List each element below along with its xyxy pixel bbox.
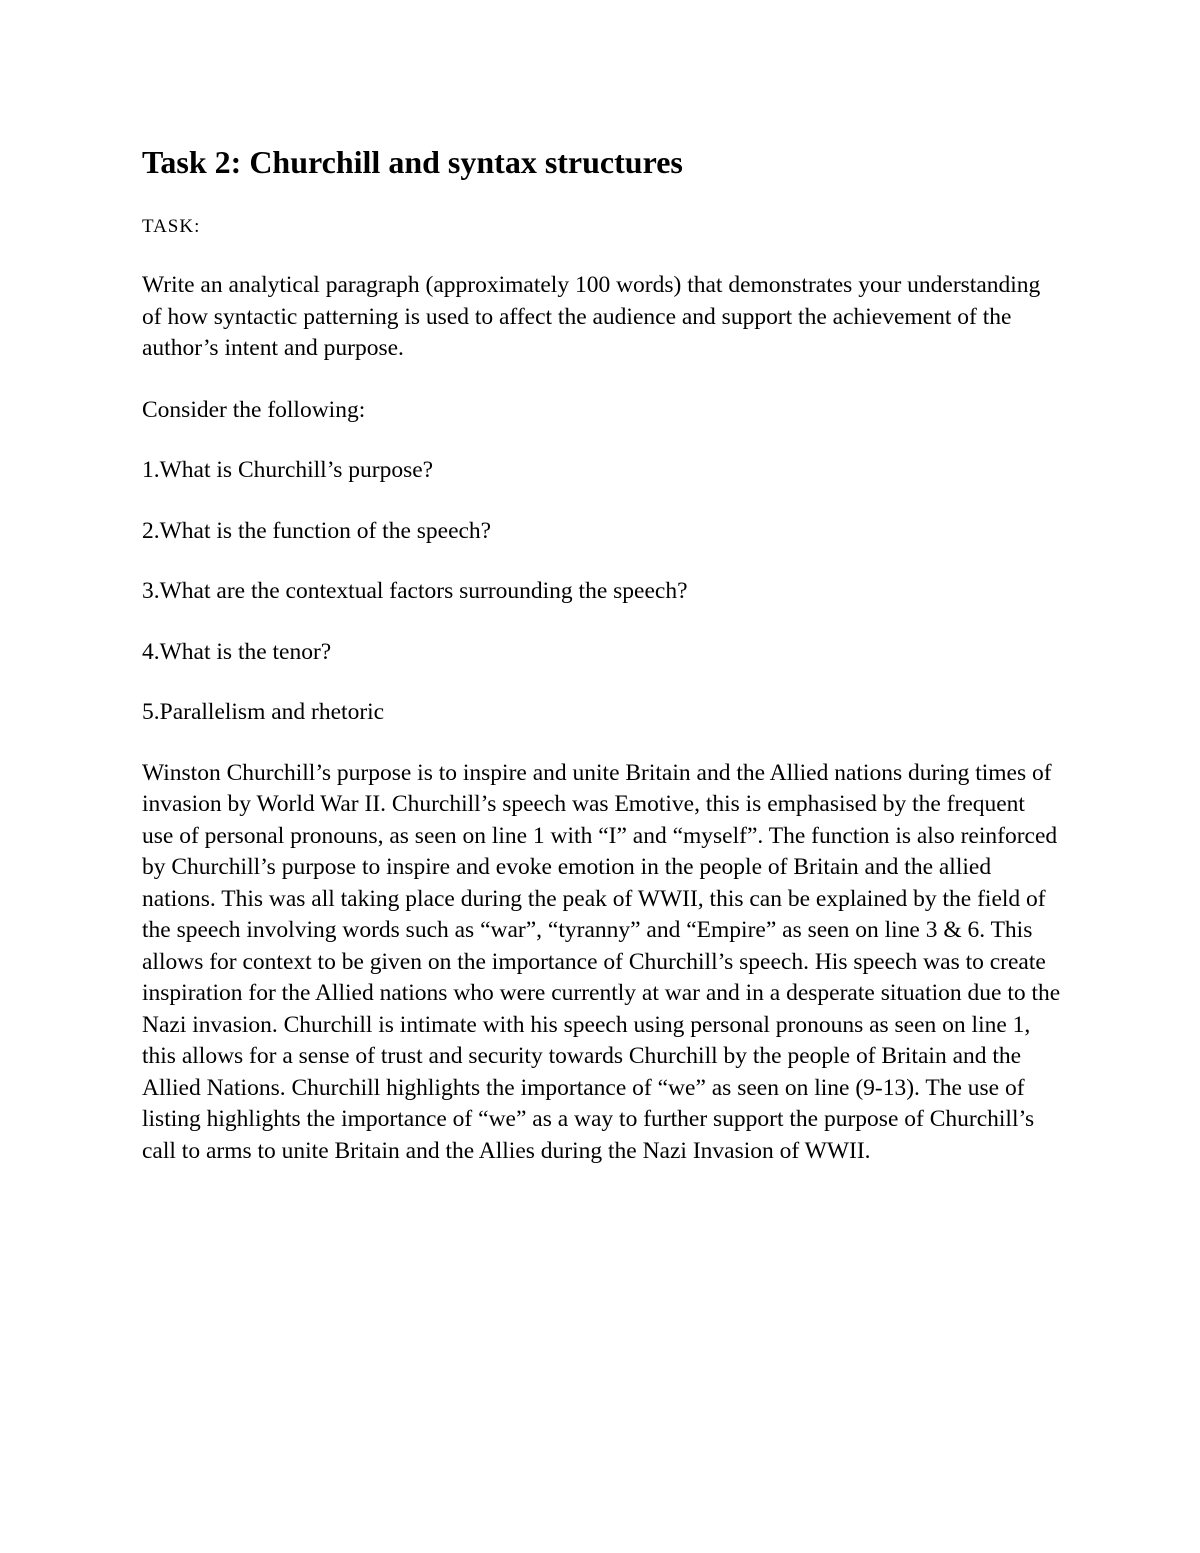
consider-label: Consider the following: [142,396,366,423]
question-5: 5.Parallelism and rhetoric [142,699,385,725]
task-instructions: Write an analytical paragraph (approximately 100 words) that demonstrates your understanding of how syntactic patterning is used to affect the audience and support the achievement of the author’s intent and purpose. [142,272,1041,361]
document-body [142,140,1062,1167]
question-1: 1.What is Churchill’s purpose? [142,457,434,483]
task-label: TASK: [142,216,201,237]
answer-paragraph: Winston Churchill’s purpose is to inspire and unite Britain and the Allied nations during times of invasion by World War II. Churchill’s speech was Emotive, this is emphasised by the frequent use of personal pronouns, as seen on line 1 with “I” and “myself”. The function is also reinforced by Churchill’s purpose to inspire and evoke emotion in the people of Britain and the allied nations. This was all taking place during the peak of WWII, this can be explained by the field of the speech involving words such as “war”, “tyranny” and “Empire” as seen on line 3 & 6. This allows for context to be given on the importance of Churchill’s speech. His speech was to create inspiration for the Allied nations who were currently at war and in a desperate situation due to the Nazi invasion. Churchill is intimate with his speech using personal pronouns as seen on line 1, this allows for a sense of trust and security towards Churchill by the people of Britain and the Allied Nations. Churchill highlights the importance of “we” as seen on line (9-13). The use of listing highlights the importance of “we” as a way to further support the purpose of Churchill’s call to arms to unite Britain and the Allies during the Nazi Invasion of WWII. [142,759,1061,1164]
question-4: 4.What is the tenor? [142,638,332,665]
question-2: 2.What is the function of the speech? [142,517,492,544]
document-title: Task 2: Churchill and syntax structures [142,144,683,180]
question-3: 3.What are the contextual factors surrounding the speech? [142,578,688,604]
